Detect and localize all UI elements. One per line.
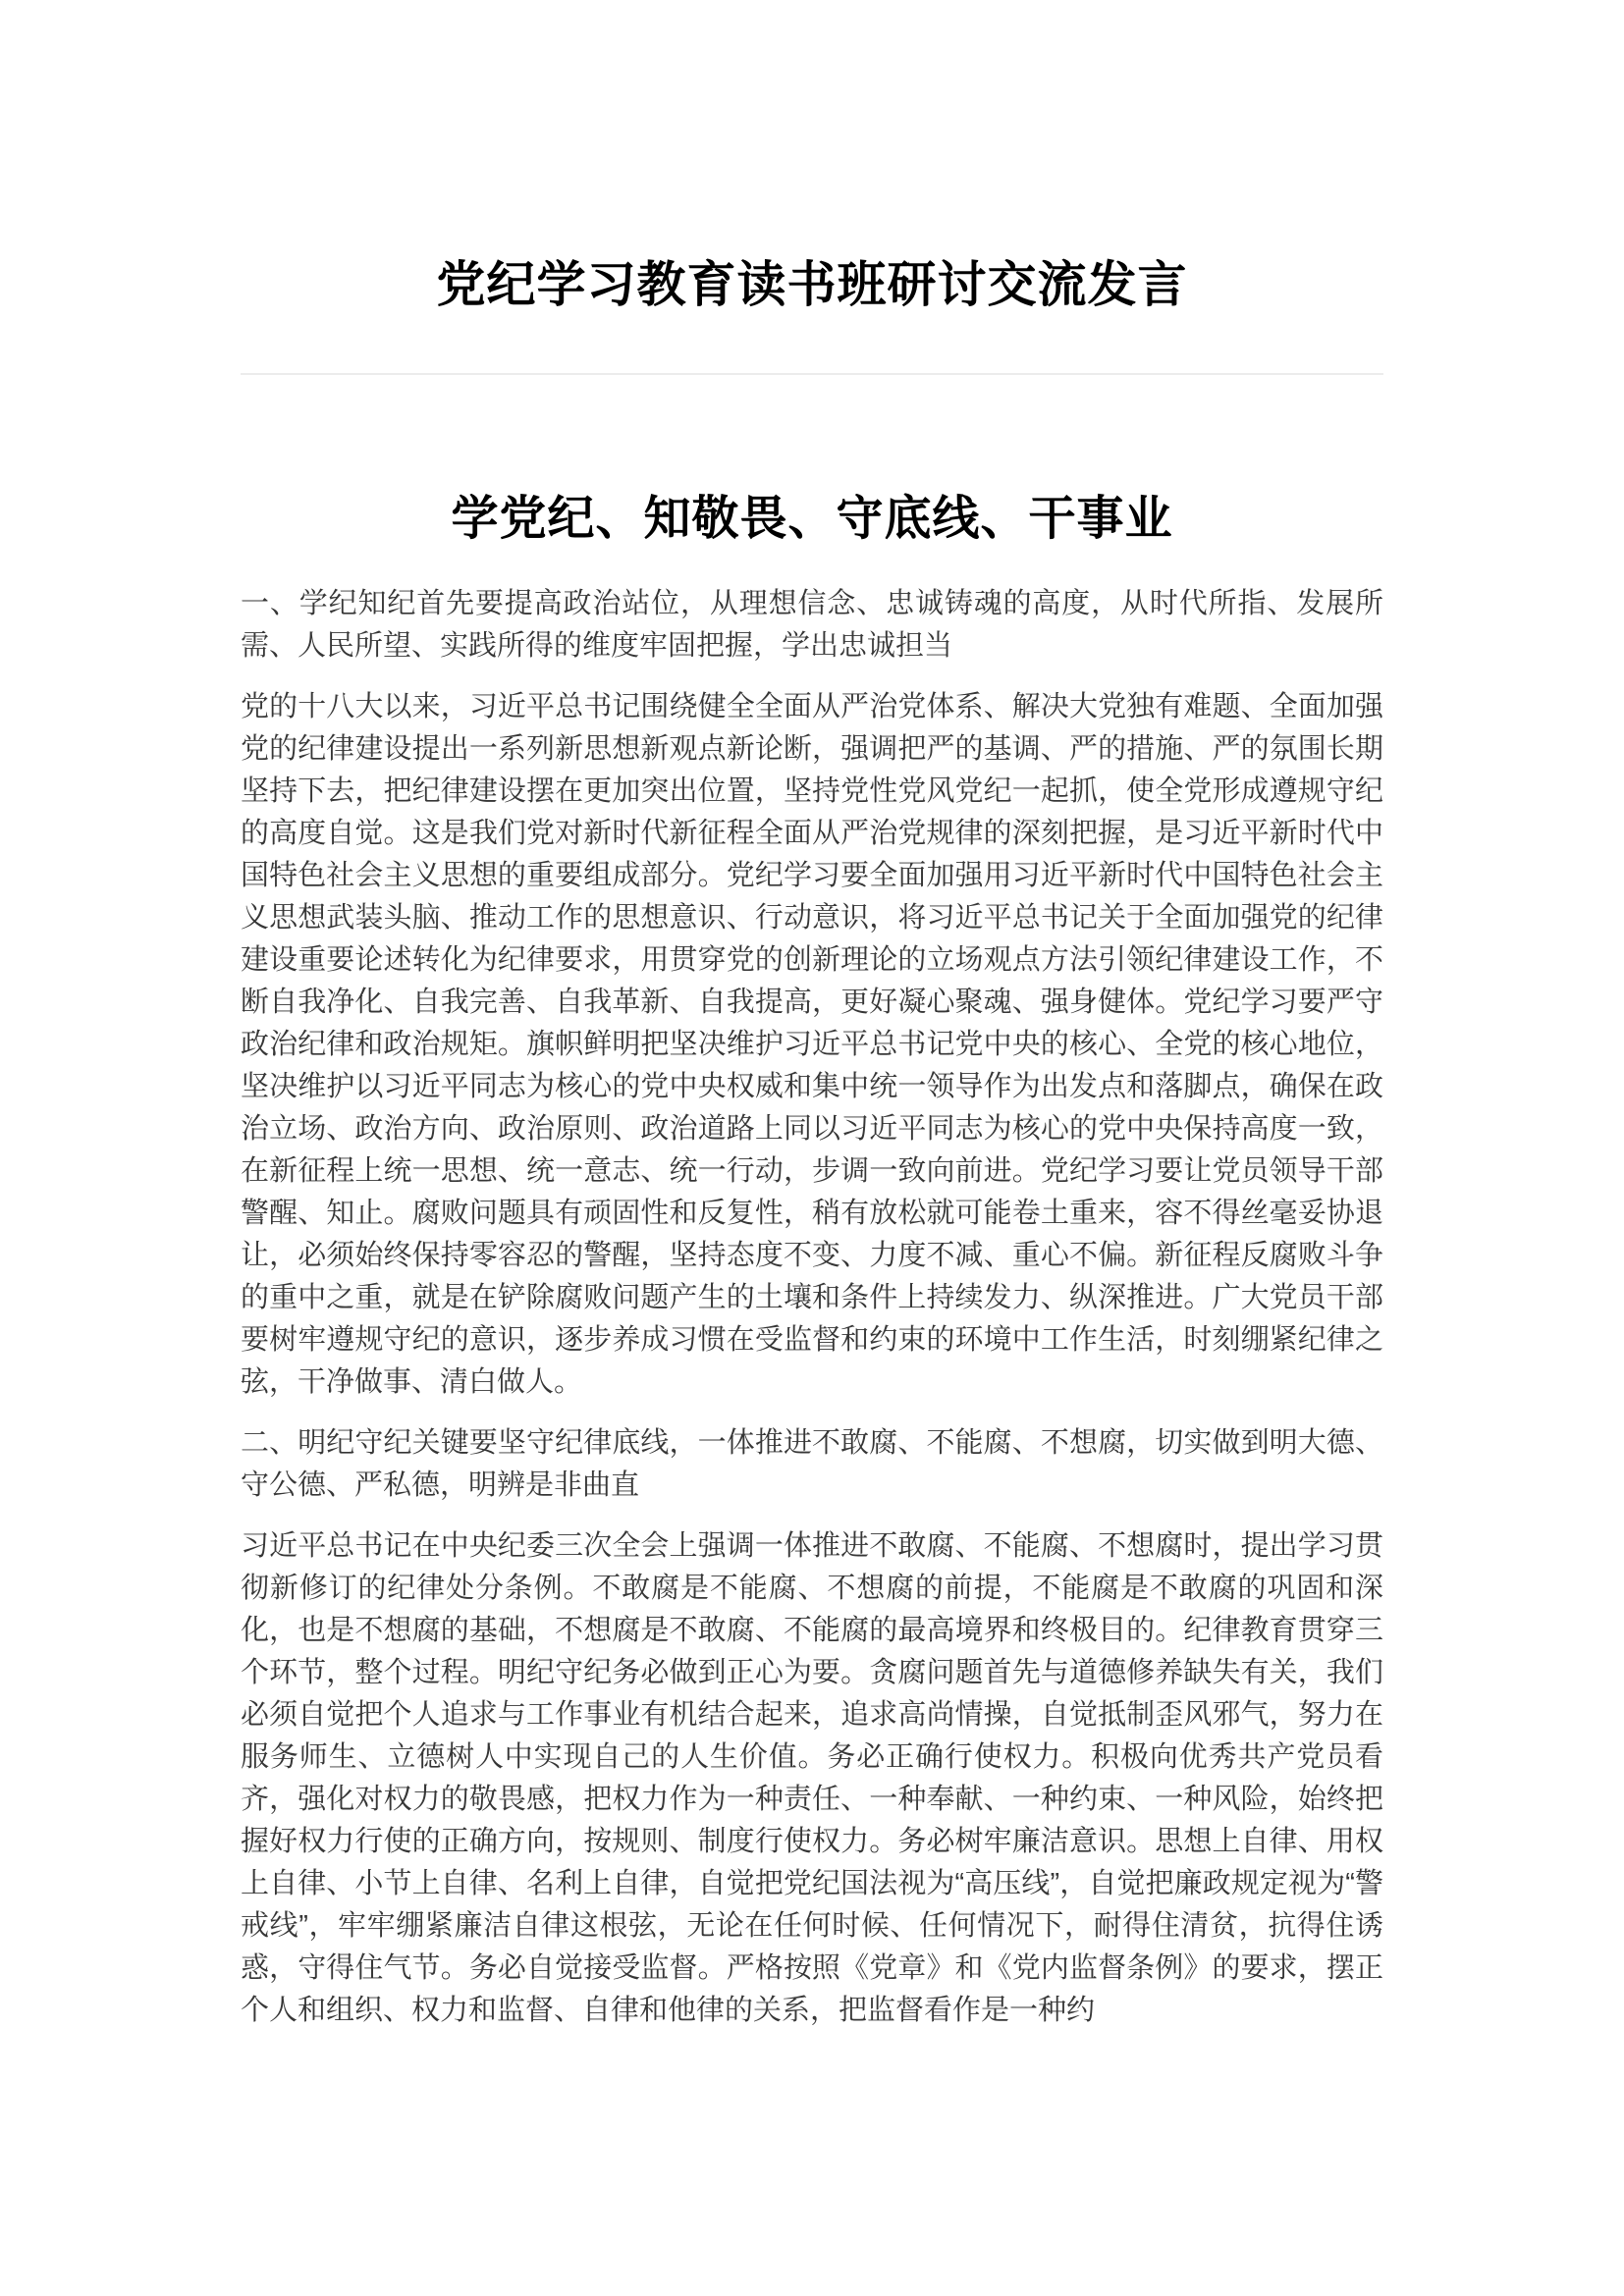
section-heading: 学党纪、知敬畏、守底线、干事业 [451, 493, 1173, 545]
paragraph-point-two-heading: 二、明纪守纪关键要坚守纪律底线，一体推进不敢腐、不能腐、不想腐，切实做到明大德、守公德、严私德，明辨是非曲直 [241, 1427, 1383, 1501]
title-divider [241, 373, 1383, 375]
document-title: 党纪学习教育读书班研讨交流发言 [436, 257, 1188, 312]
paragraph-point-one-body: 党的十八大以来，习近平总书记围绕健全全面从严治党体系、解决大党独有难题、全面加强党的纪律建设提出一系列新思想新观点新论断，强调把严的基调、严的措施、严的氛围长期坚持下去，把纪律建设摆在更加突出位置，坚持党性党风党纪一起抓，使全党形成遵规守纪的高度自觉。这是我们党对新时代新征程全面从严治党规律的深刻把握，是习近平新时代中国特色社会主义思想的重要组成部分。党纪学习要全面加强用习近平新时代中国特色社会主义思想武装头脑、推动工作的思想意识、行动意识，将习近平总书记关于全面加强党的纪律建设重要论述转化为纪律要求，用贯穿党的创新理论的立场观点方法引领纪律建设工作，不断自我净化、自我完善、自我革新、自我提高，更好凝心聚魂、强身健体。党纪学习要严守政治纪律和政治规矩。旗帜鲜明把坚决维护习近平总书记党中央的核心、全党的核心地位，坚决维护以习近平同志为核心的党中央权威和集中统一领导作为出发点和落脚点，确保在政治立场、政治方向、政治原则、政治道路上同以习近平同志为核心的党中央保持高度一致，在新征程上统一思想、统一意志、统一行动，步调一致向前进。党纪学习要让党员领导干部警醒、知止。腐败问题具有顽固性和反复性，稍有放松就可能卷土重来，容不得丝毫妥协退让，必须始终保持零容忍的警醒，坚持态度不变、力度不减、重心不偏。新征程反腐败斗争的重中之重，就是在铲除腐败问题产生的土壤和条件上持续发力、纵深推进。广大党员干部要树牢遵规守纪的意识，逐步养成习惯在受监督和约束的环境中工作生活，时刻绷紧纪律之弦，干净做事、清白做人。 [241, 691, 1383, 1398]
paragraph-point-two-body: 习近平总书记在中央纪委三次全会上强调一体推进不敢腐、不能腐、不想腐时，提出学习贯彻新修订的纪律处分条例。不敢腐是不能腐、不想腐的前提，不能腐是不敢腐的巩固和深化，也是不想腐的基础，不想腐是不敢腐、不能腐的最高境界和终极目的。纪律教育贯穿三个环节，整个过程。明纪守纪务必做到正心为要。贪腐问题首先与道德修养缺失有关，我们必须自觉把个人追求与工作事业有机结合起来，追求高尚情操，自觉抵制歪风邪气，努力在服务师生、立德树人中实现自己的人生价值。务必正确行使权力。积极向优秀共产党员看齐，强化对权力的敬畏感，把权力作为一种责任、一种奉献、一种约束、一种风险，始终把握好权力行使的正确方向，按规则、制度行使权力。务必树牢廉洁意识。思想上自律、用权上自律、小节上自律、名利上自律，自觉把党纪国法视为“高压线”，自觉把廉政规定视为“警戒线”，牢牢绷紧廉洁自律这根弦，无论在任何时候、任何情况下，耐得住清贫，抗得住诱惑，守得住气节。务必自觉接受监督。严格按照《党章》和《党内监督条例》的要求，摆正个人和组织、权力和监督、自律和他律的关系，把监督看作是一种约 [241, 1530, 1383, 2026]
paragraph-point-one-heading: 一、学纪知纪首先要提高政治站位，从理想信念、忠诚铸魂的高度，从时代所指、发展所需、人民所望、实践所得的维度牢固把握，学出忠诚担当 [241, 588, 1383, 662]
